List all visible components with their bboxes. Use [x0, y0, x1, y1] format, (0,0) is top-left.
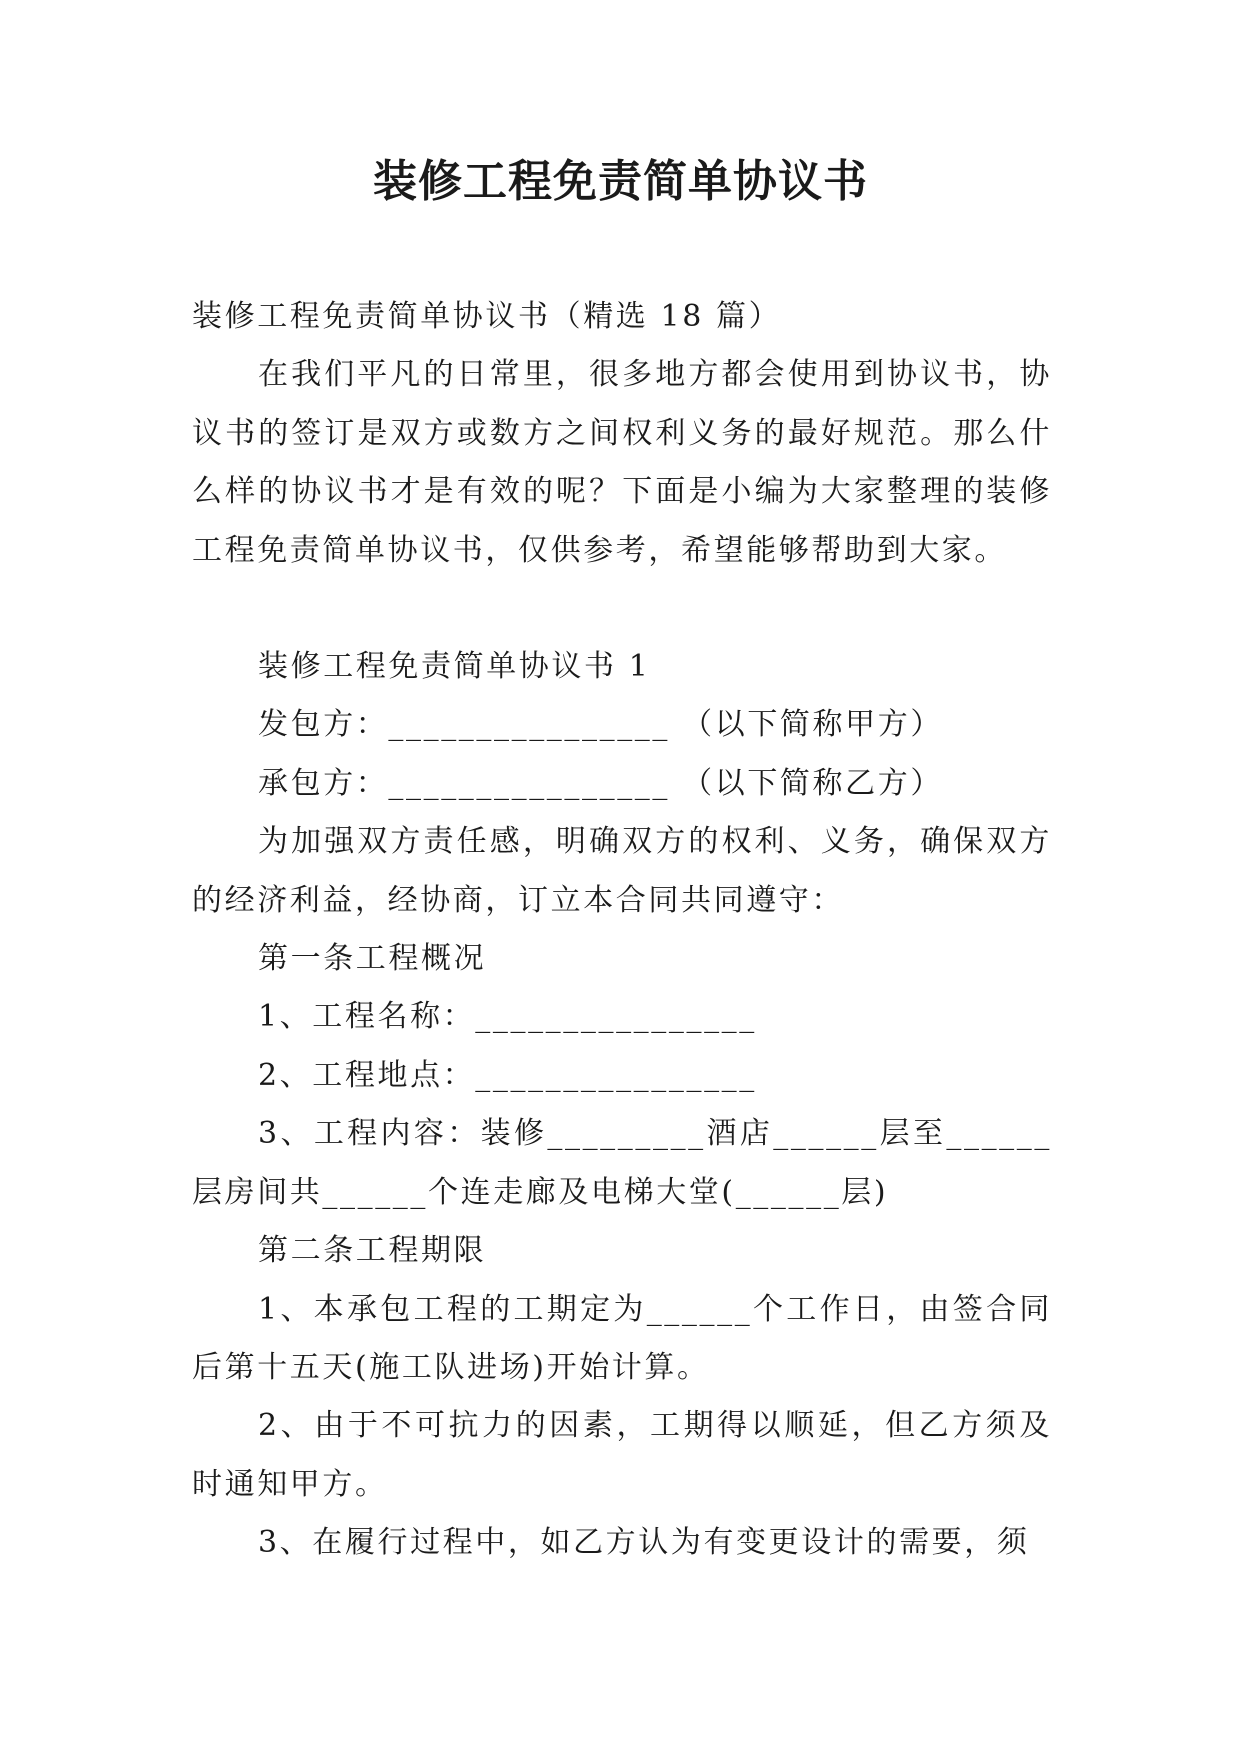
- article2-item2: 2、由于不可抗力的因素，工期得以顺延，但乙方须及时通知甲方。: [192, 1408, 1052, 1502]
- party-a-line: 发包方：________________ （以下简称甲方）: [258, 707, 943, 743]
- purpose-paragraph: 为加强双方责任感，明确双方的权利、义务，确保双方的经济利益，经协商，订立本合同共同遵守：: [192, 824, 1052, 918]
- article2-item1: 1、本承包工程的工期定为______个工作日，由签合同后第十五天(施工队进场)开始计算。: [192, 1291, 1052, 1385]
- section-heading: 装修工程免责简单协议书 1: [258, 649, 651, 685]
- paragraph-gap: [192, 580, 1052, 638]
- intro-paragraph: 在我们平凡的日常里，很多地方都会使用到协议书，协议书的签订是双方或数方之间权利义务的最好规范。那么什么样的协议书才是有效的呢？下面是小编为大家整理的装修工程免责简单协议书，仅供参考，希望能够帮助到大家。: [192, 357, 1052, 568]
- article2-item3: 3、在履行过程中，如乙方认为有变更设计的需要，须: [258, 1525, 1030, 1561]
- document-title: 装修工程免责简单协议书: [373, 156, 868, 207]
- article1-item2: 2、工程地点：________________: [258, 1057, 757, 1093]
- article1-item3: 3、工程内容：装修_________酒店______层至______层房间共______个连走廊及电梯大堂(______层): [192, 1116, 1052, 1210]
- document-subtitle: 装修工程免责简单协议书（精选 18 篇）: [192, 299, 782, 334]
- document-body: [192, 288, 1052, 1573]
- party-b-line: 承包方：________________ （以下简称乙方）: [258, 765, 943, 801]
- article2-heading: 第二条工程期限: [258, 1233, 487, 1269]
- article1-heading: 第一条工程概况: [258, 941, 487, 977]
- article1-item1: 1、工程名称：________________: [258, 999, 757, 1035]
